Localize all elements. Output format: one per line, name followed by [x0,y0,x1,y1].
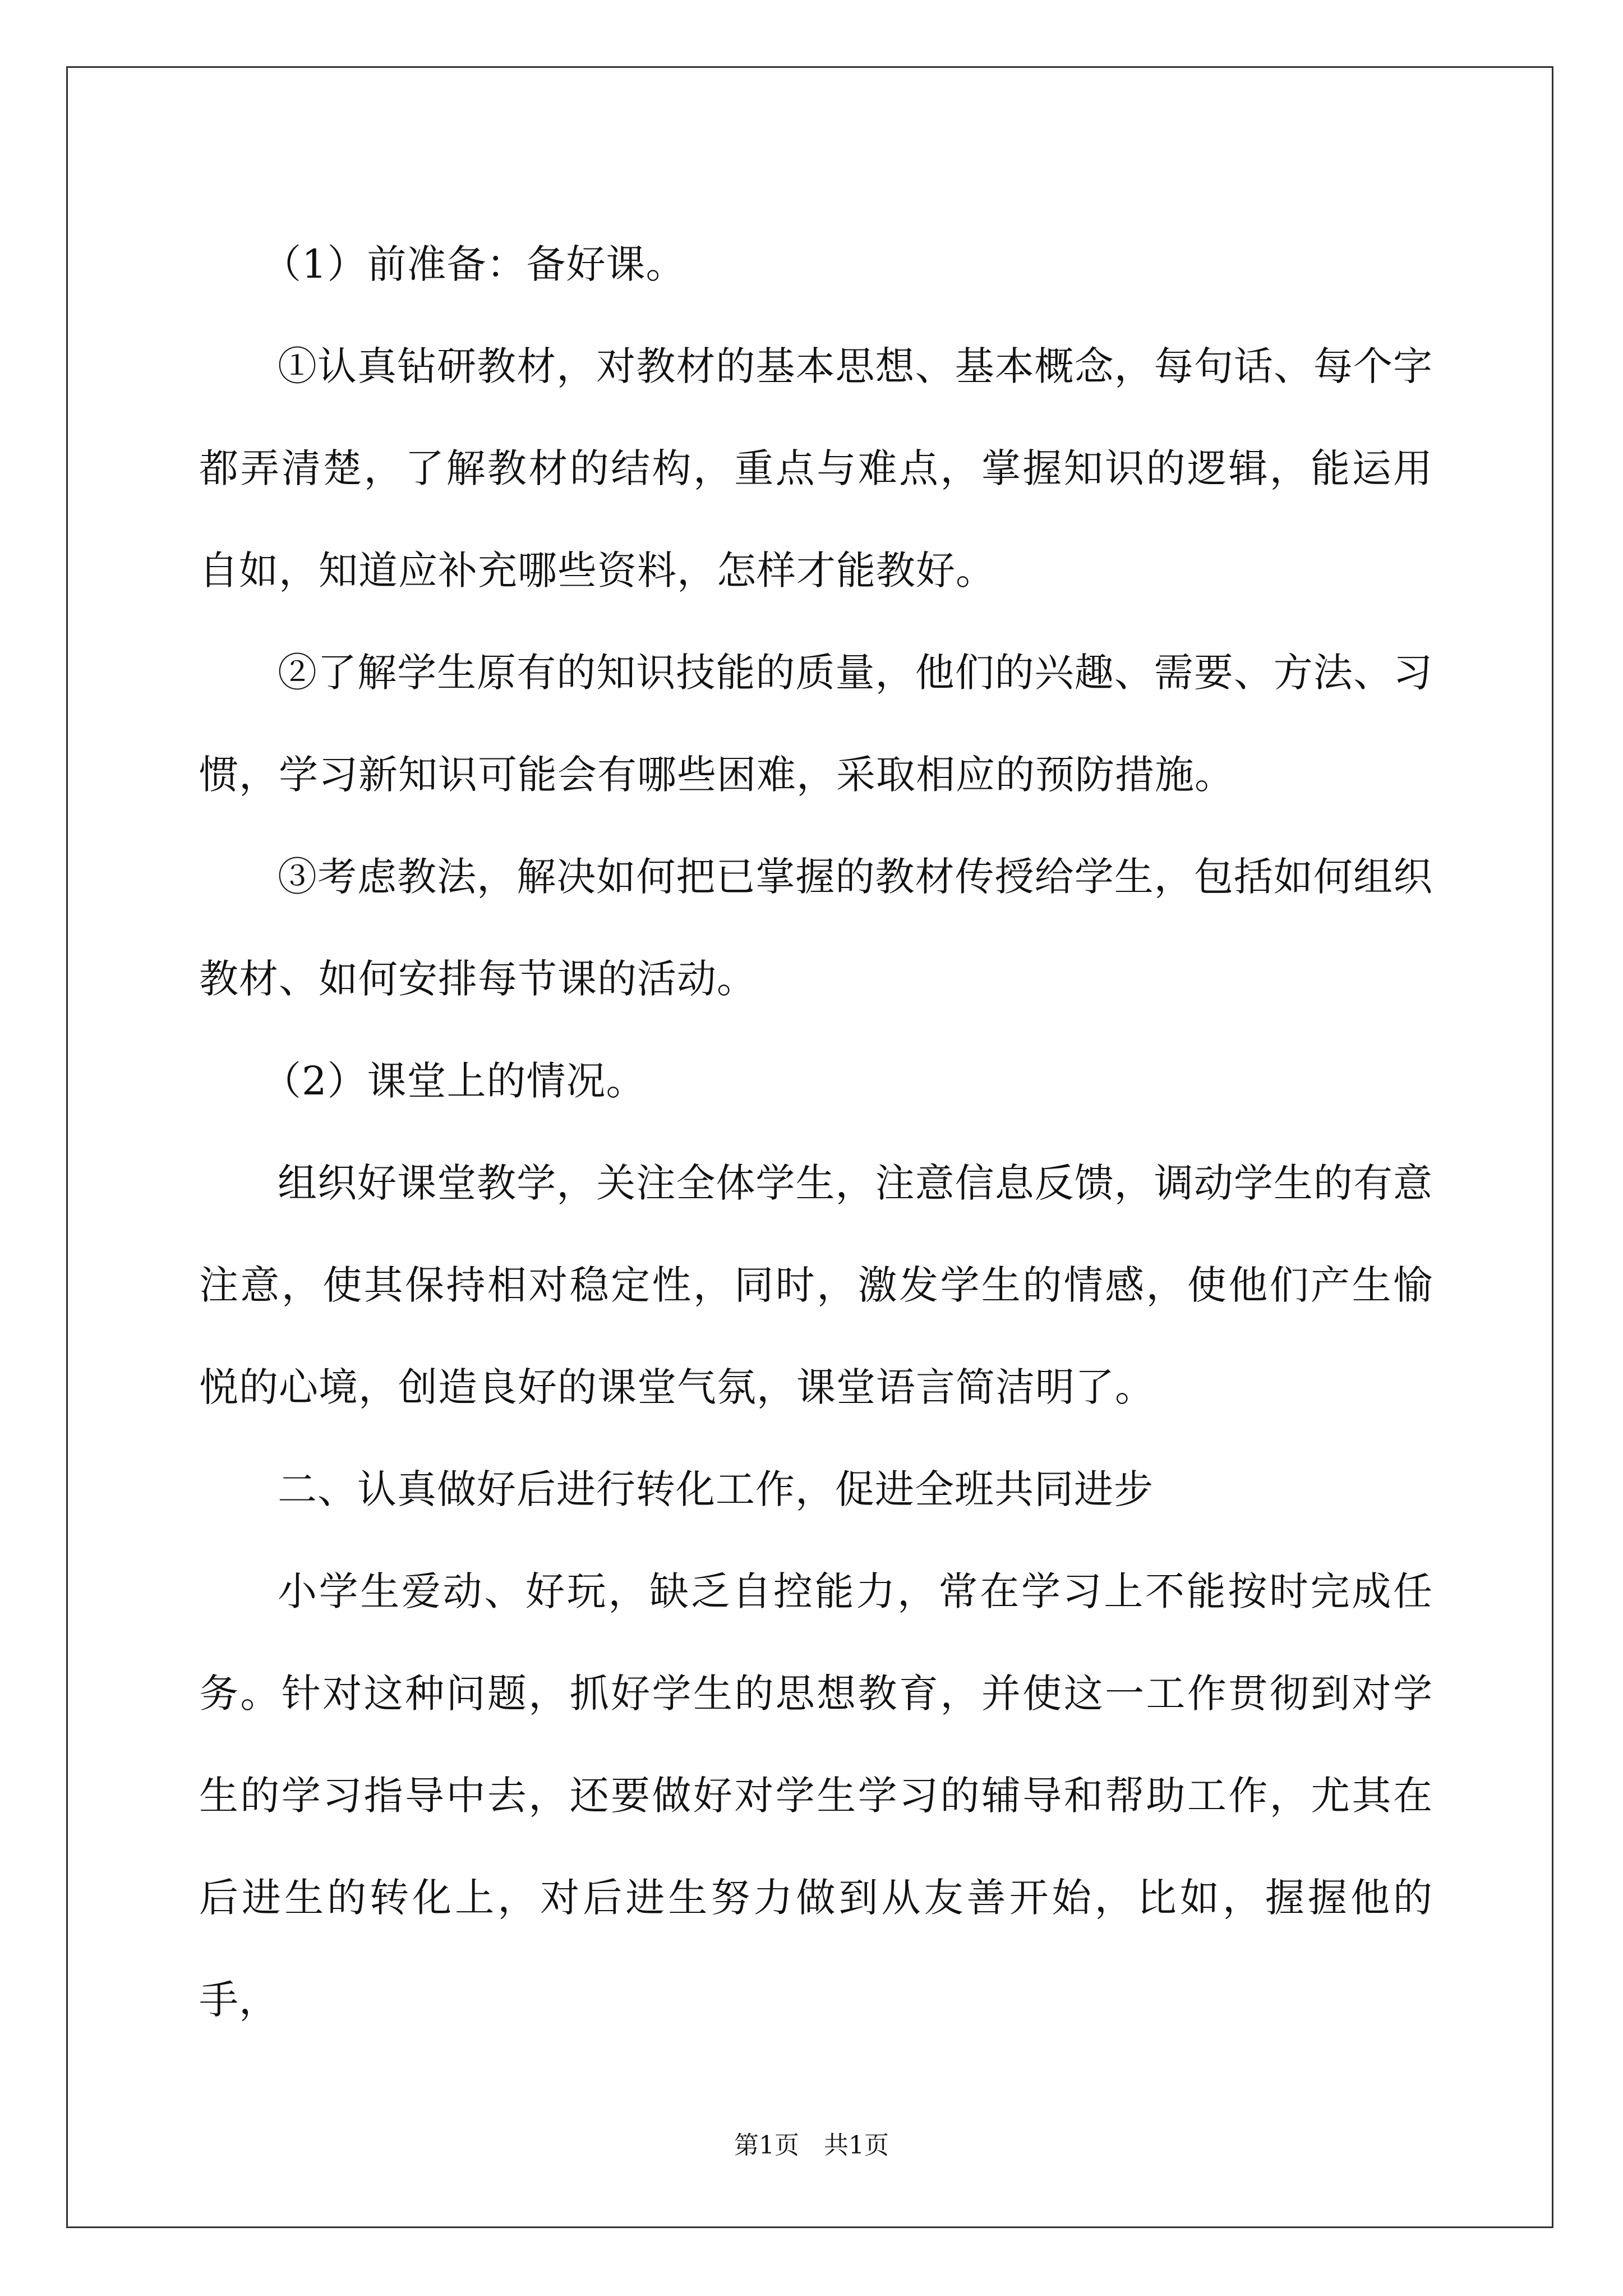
paragraph-underachievers: 小学生爱动、好玩，缺乏自控能力，常在学习上不能按时完成任务。针对这种问题，抓好学生的思想教育，并使这一工作贯彻到对学生的学习指导中去，还要做好对学生学习的辅导和帮助工作，尤其在后进生的转化上，对后进生努力做到从友善开始，比如，握握他的手， [199,1568,1433,2023]
paragraph-section-two-heading: 二、认真做好后进行转化工作，促进全班共同进步 [278,1466,1154,1512]
page-number-footer: 第1页 共1页 [734,2131,889,2160]
paragraph-study-materials: ①认真钻研教材，对教材的基本思想、基本概念，每句话、每个字都弄清楚，了解教材的结构，重点与难点，掌握知识的逻辑，能运用自如，知道应补充哪些资料，怎样才能教好。 [199,343,1433,593]
document-body [199,213,1433,2051]
paragraph-classroom-organization: 组织好课堂教学，关注全体学生，注意信息反馈，调动学生的有意注意，使其保持相对稳定性，同时，激发学生的情感，使他们产生愉悦的心境，创造良好的课堂气氛，课堂语言简洁明了。 [199,1160,1433,1410]
paragraph-teaching-methods: ③考虑教法，解决如何把已掌握的教材传授给学生，包括如何组织教材、如何安排每节课的活动。 [199,854,1433,1002]
paragraph-understand-students: ②了解学生原有的知识技能的质量，他们的兴趣、需要、方法、习惯，学习新知识可能会有哪些困难，采取相应的预防措施。 [199,650,1433,798]
paragraph-classroom-heading: （2）课堂上的情况。 [262,1058,646,1104]
paragraph-prep-heading: （1）前准备：备好课。 [262,241,686,287]
